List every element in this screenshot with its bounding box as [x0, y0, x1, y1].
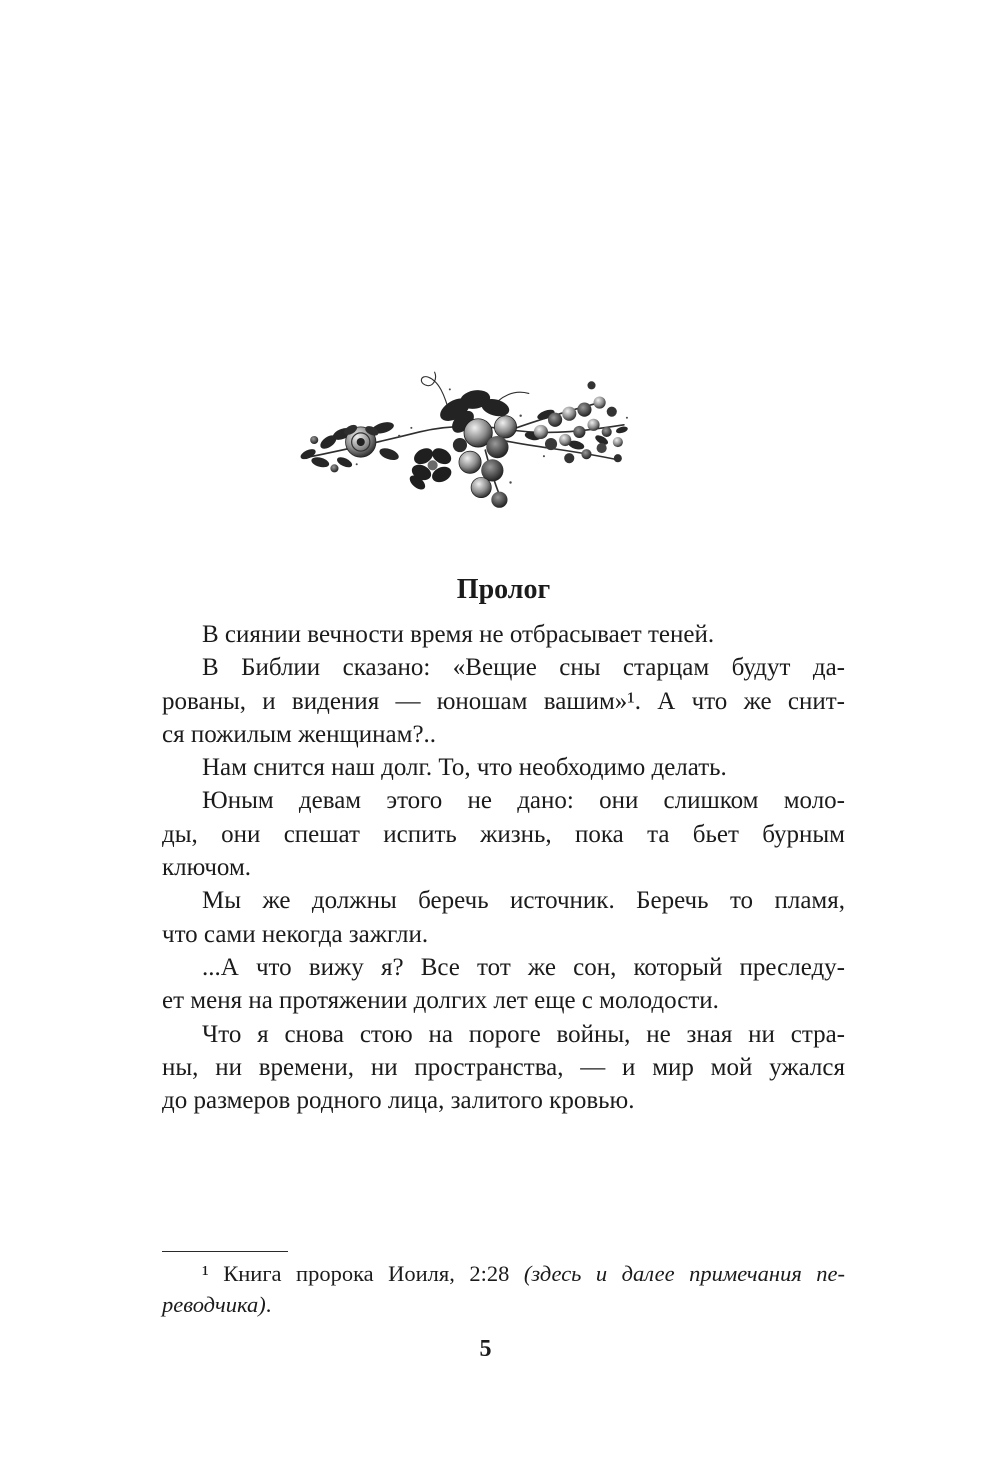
body-line: ся пожилым женщинам?.. [162, 720, 437, 748]
body-line: В Библии сказано: «Вещие сны старцам будут да- [202, 654, 845, 682]
body-line: ет меня на протяжении долгих лет еще с молодости. [162, 987, 719, 1015]
body-line: Нам снится наш долг. То, что необходимо делать. [202, 754, 727, 782]
body-line: до размеров родного лица, залитого кровью. [162, 1087, 635, 1115]
body-line: Что я снова стою на пороге войны, не зная ни стра- [202, 1020, 845, 1048]
body-line: рованы, и видения — юношам вашим»¹. А что же снит- [162, 687, 845, 715]
body-line: что сами некогда зажгли. [162, 920, 429, 948]
body-line: ключом. [162, 854, 252, 882]
body-line: ...А что вижу я? Все тот же сон, который преследу- [202, 953, 845, 981]
footnote-italic-segment: реводчика) [162, 1292, 266, 1317]
footnote-segment: . [265, 1292, 272, 1317]
body-text [162, 618, 845, 1117]
chapter-title: Пролог [456, 574, 551, 605]
footnote-rule [162, 1251, 288, 1252]
footnote-segment: ¹ Книга пророка Иоиля, 2:28 [202, 1261, 524, 1286]
footnote-line [162, 1258, 845, 1289]
page-number: 5 [479, 1336, 492, 1362]
floral-ornament-illustration [298, 368, 632, 512]
footnote-line [162, 1289, 845, 1320]
body-line: Юным девам этого не дано: они слишком моло- [202, 787, 845, 815]
body-line: ны, ни времени, ни пространства, — и мир мой ужался [162, 1053, 845, 1081]
body-line: ды, они спешат испить жизнь, пока та бьет бурным [162, 820, 845, 848]
body-line: В сиянии вечности время не отбрасывает теней. [202, 621, 715, 648]
footnote [162, 1258, 845, 1320]
body-line: Мы же должны беречь источник. Беречь то пламя, [202, 887, 845, 915]
footnote-italic-segment: (здесь и далее примечания пе- [523, 1261, 845, 1286]
